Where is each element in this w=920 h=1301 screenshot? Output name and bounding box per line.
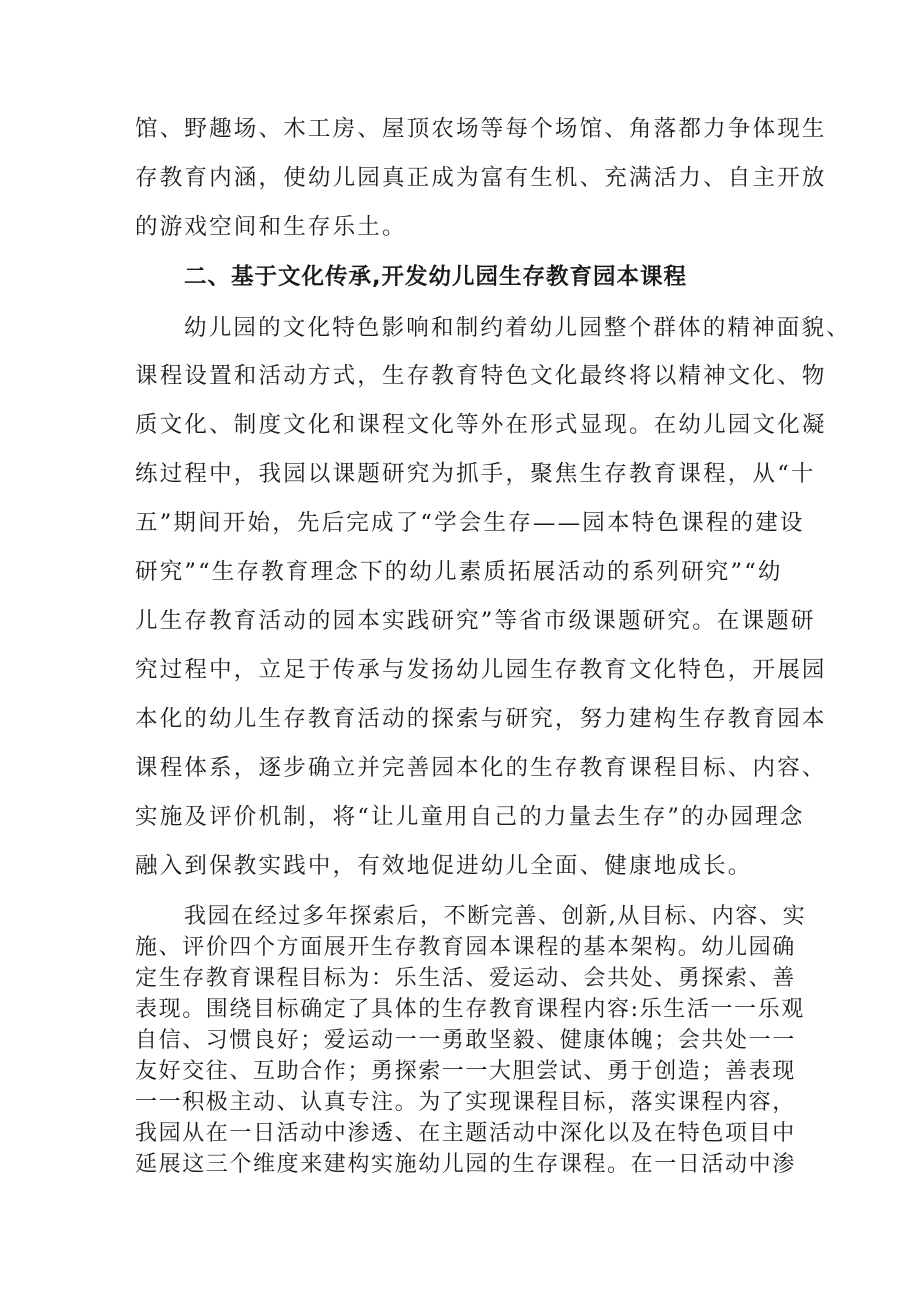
intro-line: 的游戏空间和生存乐土。: [135, 214, 407, 240]
paragraph-line: 课程体系，逐步确立并完善园本化的生存教育课程目标、内容、: [135, 755, 827, 781]
paragraph-line: 本化的幼儿生存教育活动的探索与研究，努力建构生存教育园本: [135, 706, 827, 732]
intro-line: 馆、野趣场、木工房、屋顶农场等每个场馆、角落都力争体现生: [135, 116, 827, 142]
paragraph-line: 实施及评价机制，将“让儿童用自己的力量去生存”的办园理念: [135, 804, 805, 830]
paragraph-line: 融入到保教实践中，有效地促进幼儿全面、健康地成长。: [135, 853, 753, 879]
paragraph-line: 究过程中，立足于传承与发扬幼儿园生存教育文化特色，开展园: [135, 657, 827, 683]
paragraph-line: 我园从在一日活动中渗透、在主题活动中深化以及在特色项目中: [135, 1121, 796, 1146]
paragraph-line: 延展这三个维度来建构实施幼儿园的生存课程。在一日活动中渗: [135, 1152, 796, 1177]
paragraph-line: 施、评价四个方面展开生存教育园本课程的基本架构。幼儿园确: [135, 935, 796, 960]
paragraph-line: 友好交往、互助合作；勇探索一一大胆尝试、勇于创造；善表现: [135, 1059, 796, 1084]
paragraph-line: 幼儿园的文化特色影响和制约着幼儿园整个群体的精神面貌、: [184, 315, 851, 341]
paragraph-line: 我园在经过多年探索后，不断完善、创新,从目标、内容、实: [184, 904, 807, 929]
paragraph-line: 自信、习惯良好；爱运动一一勇敢坚毅、健康体魄；会共处一一: [135, 1028, 796, 1053]
paragraph-line: 五”期间开始，先后完成了“学会生存——园本特色课程的建设: [135, 510, 805, 536]
intro-line: 存教育内涵，使幼儿园真正成为富有生机、充满活力、自主开放: [135, 165, 827, 191]
paragraph-line: 练过程中，我园以课题研究为抓手，聚焦生存教育课程，从“十: [135, 461, 816, 487]
paragraph-line: 表现。围绕目标确定了具体的生存教育课程内容:乐生活一一乐观: [135, 997, 805, 1022]
section-heading: 二、基于文化传承,开发幼儿园生存教育园本课程: [184, 264, 688, 290]
paragraph-line: 质文化、制度文化和课程文化等外在形式显现。在幼儿园文化凝: [135, 412, 827, 438]
paragraph-line: 定生存教育课程目标为：乐生活、爱运动、会共处、勇探索、善: [135, 966, 796, 991]
paragraph-line: 课程设置和活动方式，生存教育特色文化最终将以精神文化、物: [135, 363, 827, 389]
paragraph-line: 研究”“生存教育理念下的幼儿素质拓展活动的系列研究”“幼: [135, 559, 783, 585]
paragraph-line: 一一积极主动、认真专注。为了实现课程目标，落实课程内容，: [135, 1090, 796, 1115]
paragraph-line: 儿生存教育活动的园本实践研究”等省市级课题研究。在课题研: [135, 608, 816, 634]
